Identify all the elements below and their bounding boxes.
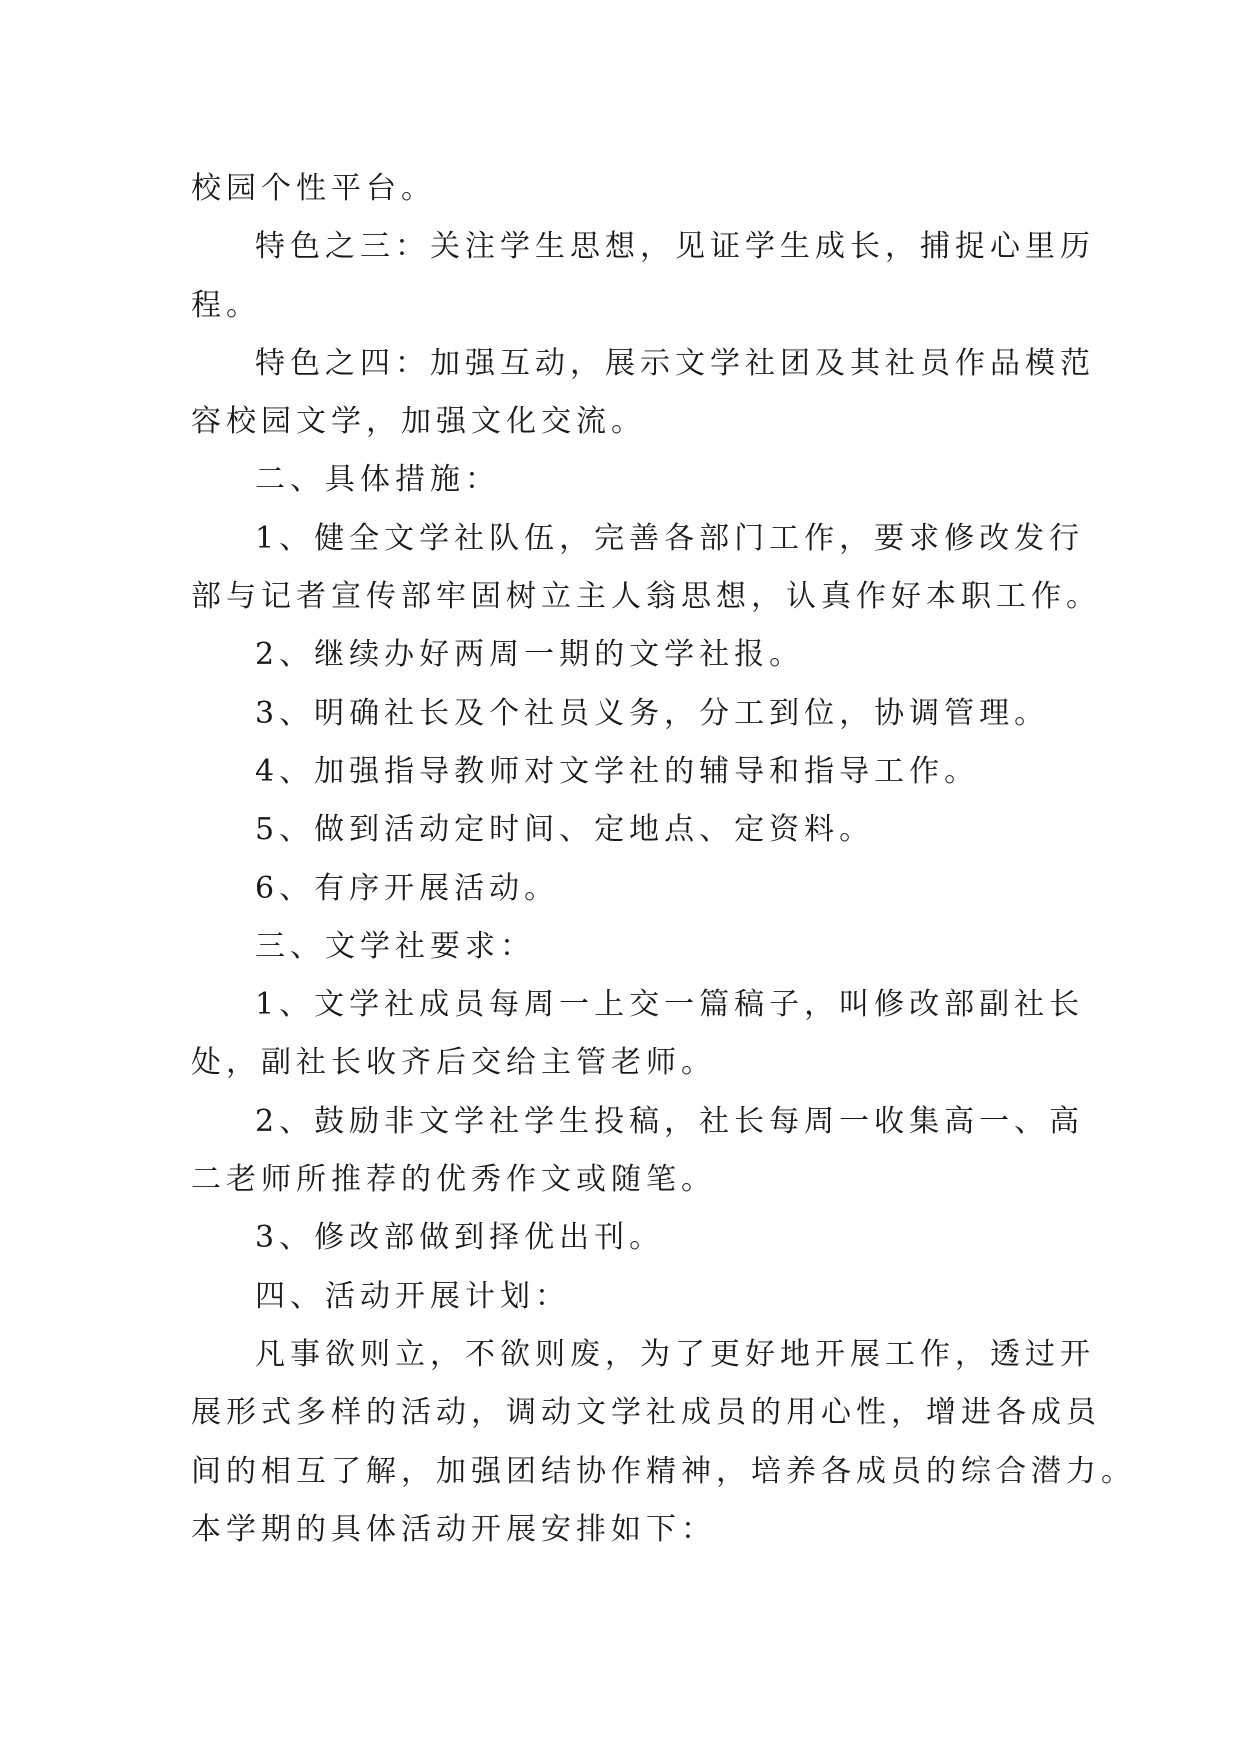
text-line: 2、鼓励非文学社学生投稿，社长每周一收集高一、高	[255, 1103, 1085, 1139]
text-line: 2、继续办好两周一期的文学社报。	[255, 637, 805, 673]
text-line: 二老师所推荐的优秀作文或随笔。	[191, 1162, 716, 1198]
section-heading: 四、活动开展计划：	[255, 1278, 570, 1314]
text-line: 1、健全文学社队伍，完善各部门工作，要求修改发行	[255, 520, 1085, 556]
text-line: 本学期的具体活动开展安排如下：	[191, 1511, 716, 1547]
text-line: 展形式多样的活动，调动文学社成员的用心性，增进各成员	[191, 1395, 1101, 1431]
text-line: 凡事欲则立，不欲则废，为了更好地开展工作，透过开	[255, 1336, 1095, 1372]
text-line: 部与记者宣传部牢固树立主人翁思想，认真作好本职工作。	[191, 579, 1101, 615]
section-heading: 三、文学社要求：	[255, 928, 535, 964]
text-line: 1、文学社成员每周一上交一篇稿子，叫修改部副社长	[255, 987, 1085, 1023]
text-line: 校园个性平台。	[191, 171, 436, 206]
text-line: 特色之四：加强互动，展示文学社团及其社员作品模范	[255, 345, 1095, 381]
section-heading: 二、具体措施：	[255, 462, 500, 498]
text-line: 6、有序开展活动。	[255, 870, 560, 906]
text-line: 程。	[191, 287, 261, 323]
text-line: 3、修改部做到择优出刊。	[255, 1220, 665, 1256]
text-line: 特色之三：关注学生思想，见证学生成长，捕捉心里历	[255, 229, 1095, 265]
text-line: 容校园文学，加强文化交流。	[191, 404, 646, 440]
text-line: 5、做到活动定时间、定地点、定资料。	[255, 812, 875, 848]
text-line: 间的相互了解，加强团结协作精神，培养各成员的综合潜力。	[191, 1453, 1136, 1489]
text-line: 3、明确社长及个社员义务，分工到位，协调管理。	[255, 695, 1050, 731]
text-line: 4、加强指导教师对文学社的辅导和指导工作。	[255, 753, 980, 789]
text-line: 处，副社长收齐后交给主管老师。	[191, 1045, 716, 1081]
document-body	[191, 160, 1136, 1559]
